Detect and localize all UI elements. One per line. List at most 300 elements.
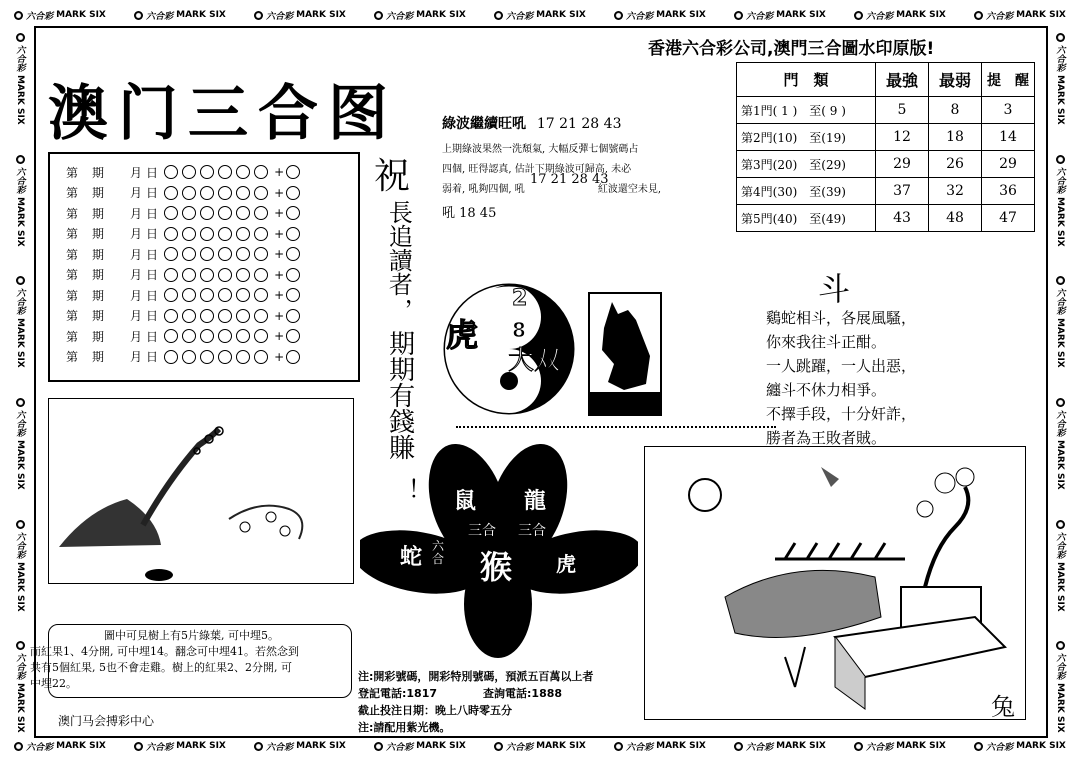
dotted-separator bbox=[456, 418, 776, 428]
draw-grid-month: 月 bbox=[130, 165, 143, 180]
border-brand-cn: 六合彩 bbox=[14, 166, 25, 194]
blessing-big-char: 祝 bbox=[374, 156, 411, 197]
ball-slot bbox=[218, 186, 232, 200]
green-wave-title: 綠波繼續旺吼 bbox=[442, 116, 526, 132]
border-brand-unit bbox=[14, 398, 27, 490]
ball-slot bbox=[182, 247, 196, 261]
flower-logo-icon bbox=[1056, 398, 1065, 407]
draw-grid-row bbox=[66, 183, 358, 204]
draw-grid-period: 期 bbox=[92, 227, 105, 242]
border-brand-unit bbox=[854, 740, 946, 753]
ball-slot bbox=[254, 350, 268, 364]
flower-logo-icon bbox=[494, 742, 503, 751]
doors-cell-door: 第1門( 1 ) 至( 9 ) bbox=[737, 97, 876, 124]
border-brand-unit bbox=[254, 9, 346, 22]
petal-dragon: 龍 bbox=[524, 489, 547, 514]
ball-slot bbox=[182, 165, 196, 179]
ball-slot bbox=[254, 186, 268, 200]
poem-line: 你來我往斗正酣。 bbox=[766, 333, 887, 351]
blessing bbox=[374, 148, 414, 199]
border-brand-cn: 六合彩 bbox=[14, 409, 25, 437]
border-brand-unit bbox=[14, 276, 27, 368]
doors-cell-weak: 26 bbox=[929, 151, 982, 178]
border-brand-cn: 六合彩 bbox=[14, 531, 25, 559]
border-brand-en: MARK SIX bbox=[656, 741, 706, 751]
border-brand-en: MARK SIX bbox=[296, 10, 346, 20]
border-brand-cn: 六合彩 bbox=[506, 742, 534, 753]
draw-grid-month: 月 bbox=[130, 227, 143, 242]
flower-logo-icon bbox=[734, 742, 743, 751]
flower-logo-icon bbox=[974, 742, 983, 751]
flower-logo-icon bbox=[16, 155, 25, 164]
flower-logo-icon bbox=[974, 11, 983, 20]
border-brand-cn: 六合彩 bbox=[986, 11, 1014, 22]
border-brand-en: MARK SIX bbox=[56, 741, 106, 751]
special-ball-slot bbox=[286, 227, 300, 241]
doors-row bbox=[737, 178, 1035, 205]
tree-painting bbox=[48, 398, 354, 584]
doors-cell-weak: 18 bbox=[929, 124, 982, 151]
ball-slot bbox=[254, 206, 268, 220]
ball-slot bbox=[164, 288, 178, 302]
ball-slot bbox=[182, 268, 196, 282]
draw-grid-qi: 第 bbox=[66, 186, 79, 201]
flower-logo-icon bbox=[374, 11, 383, 20]
border-brand-cn: 六合彩 bbox=[386, 11, 414, 22]
draw-grid-period: 期 bbox=[92, 247, 105, 262]
doors-cell-weak: 8 bbox=[929, 97, 982, 124]
blessing-line2: 期期有錢賺 bbox=[384, 330, 415, 460]
green-wave-tail: 紅波還空未見, bbox=[597, 184, 662, 195]
yinyang-bigsmall: 大双 bbox=[508, 346, 561, 376]
border-brand-en: MARK SIX bbox=[416, 10, 466, 20]
ball-slot bbox=[200, 186, 214, 200]
border-brand-cn: 六合彩 bbox=[626, 742, 654, 753]
draw-grid-period: 期 bbox=[92, 288, 105, 303]
flower-logo-icon bbox=[16, 641, 25, 650]
doors-cell-door: 第4門(30) 至(39) bbox=[737, 178, 876, 205]
flower-logo-icon bbox=[134, 11, 143, 20]
special-plus: + bbox=[274, 206, 285, 221]
special-ball-slot bbox=[286, 268, 300, 282]
border-brand-unit bbox=[1054, 155, 1067, 247]
ball-slot bbox=[236, 186, 250, 200]
doors-row bbox=[737, 205, 1035, 232]
border-brand-en: MARK SIX bbox=[896, 10, 946, 20]
draw-grid-period: 期 bbox=[92, 268, 105, 283]
border-brand-en: MARK SIX bbox=[656, 10, 706, 20]
border-brand-cn: 六合彩 bbox=[146, 11, 174, 22]
yinyang-animal: 虎 bbox=[446, 316, 479, 354]
notes-register: 登記電話:1817 bbox=[358, 687, 438, 700]
yinyang-num-top: 2 bbox=[512, 286, 528, 311]
flower-logo-icon bbox=[854, 11, 863, 20]
draw-grid-period: 期 bbox=[92, 186, 105, 201]
border-brand-unit bbox=[134, 740, 226, 753]
special-ball-slot bbox=[286, 309, 300, 323]
border-brand-cn: 六合彩 bbox=[1054, 288, 1065, 316]
doors-cell-weak: 48 bbox=[929, 205, 982, 232]
flower-logo-icon bbox=[374, 742, 383, 751]
border-brand-cn: 六合彩 bbox=[266, 742, 294, 753]
ball-slot bbox=[254, 165, 268, 179]
flower-logo-icon bbox=[1056, 641, 1065, 650]
special-plus: + bbox=[274, 165, 285, 180]
border-brand-cn: 六合彩 bbox=[14, 288, 25, 316]
doors-cell-strong: 12 bbox=[876, 124, 929, 151]
border-brand-en: MARK SIX bbox=[1055, 561, 1065, 612]
border-brand-unit bbox=[494, 740, 586, 753]
doors-row bbox=[737, 97, 1035, 124]
ball-slot bbox=[218, 329, 232, 343]
special-plus: + bbox=[274, 308, 285, 323]
border-brand-en: MARK SIX bbox=[536, 741, 586, 751]
ball-slot bbox=[200, 268, 214, 282]
riddle-line1: 圖中可見樹上有5片綠葉, 可中埋5。 bbox=[104, 629, 279, 642]
border-brand-unit bbox=[14, 520, 27, 612]
ball-slot bbox=[164, 268, 178, 282]
flower-logo-icon bbox=[16, 520, 25, 529]
tag-liuhe: 六合 bbox=[432, 539, 445, 566]
flower-logo-icon bbox=[854, 742, 863, 751]
ball-slot bbox=[182, 186, 196, 200]
blessing-comma: ， bbox=[384, 298, 413, 322]
notes-line4: 注:請配用紫光機。 bbox=[358, 721, 451, 734]
ball-slot bbox=[182, 329, 196, 343]
special-ball-slot bbox=[286, 186, 300, 200]
flower-logo-icon bbox=[254, 11, 263, 20]
border-brand-en: MARK SIX bbox=[1016, 741, 1066, 751]
border-brand-unit bbox=[374, 740, 466, 753]
ball-slot bbox=[254, 268, 268, 282]
ball-slot bbox=[182, 227, 196, 241]
draw-grid-month: 月 bbox=[130, 309, 143, 324]
border-brand-en: MARK SIX bbox=[1055, 196, 1065, 247]
special-ball-slot bbox=[286, 247, 300, 261]
border-brand-en: MARK SIX bbox=[776, 741, 826, 751]
blessing-line1: 長追讀者 bbox=[384, 200, 413, 296]
draw-grid bbox=[48, 152, 360, 382]
green-wave-text2: 四個, 旺得認真, 估計下期綠波可歸高, 未必 bbox=[442, 164, 632, 175]
draw-grid-qi: 第 bbox=[66, 247, 79, 262]
special-plus: + bbox=[274, 267, 285, 282]
ball-slot bbox=[182, 288, 196, 302]
doors-cell-strong: 37 bbox=[876, 178, 929, 205]
doors-cell-strong: 43 bbox=[876, 205, 929, 232]
draw-grid-day: 日 bbox=[146, 206, 159, 221]
doors-cell-weak: 32 bbox=[929, 178, 982, 205]
ball-slot bbox=[164, 329, 178, 343]
ball-slot bbox=[200, 329, 214, 343]
border-brand-unit bbox=[1054, 398, 1067, 490]
poem-title: 斗 bbox=[818, 270, 851, 308]
poem-body bbox=[766, 306, 916, 450]
riddle-text bbox=[30, 628, 350, 692]
border-brand-unit bbox=[1054, 520, 1067, 612]
horse-head-icon bbox=[590, 294, 660, 414]
border-brand-cn: 六合彩 bbox=[506, 11, 534, 22]
ball-slot bbox=[200, 165, 214, 179]
flower-logo-icon bbox=[734, 11, 743, 20]
ball-slot bbox=[254, 288, 268, 302]
border-brand-en: MARK SIX bbox=[15, 683, 25, 733]
green-wave-text3: 弱着, 吼夠四個, 吼 bbox=[442, 184, 525, 195]
draw-grid-period: 期 bbox=[92, 329, 105, 344]
ball-slot bbox=[236, 350, 250, 364]
notes-line1: 注:開彩號碼，開彩特別號碼，預派五百萬以上者 bbox=[358, 670, 594, 683]
border-brand-en: MARK SIX bbox=[15, 196, 25, 247]
garden-painting bbox=[644, 446, 1026, 720]
border-brand-cn: 六合彩 bbox=[146, 742, 174, 753]
ball-slot bbox=[164, 309, 178, 323]
draw-grid-period: 期 bbox=[92, 309, 105, 324]
special-plus: + bbox=[274, 288, 285, 303]
flower-logo-icon bbox=[1056, 33, 1065, 42]
riddle-line4: 中埋22。 bbox=[30, 677, 77, 690]
special-plus: + bbox=[274, 349, 285, 364]
rabbit-label: 兔 bbox=[991, 693, 1015, 720]
border-brand-cn: 六合彩 bbox=[1054, 166, 1065, 194]
doors-cell-door: 第3門(20) 至(29) bbox=[737, 151, 876, 178]
green-wave-text1: 上期綠波果然一洗頹氣, 大幅反彈七個號碼占 bbox=[442, 144, 639, 155]
border-brand-unit bbox=[614, 740, 706, 753]
special-ball-slot bbox=[286, 350, 300, 364]
green-wave-numbers2: 17 21 28 43 bbox=[530, 172, 609, 187]
draw-grid-row bbox=[66, 224, 358, 245]
special-ball-slot bbox=[286, 288, 300, 302]
ball-slot bbox=[182, 206, 196, 220]
doors-header-tip: 提 醒 bbox=[982, 63, 1035, 97]
poem-line: 勝者為王敗者賊。 bbox=[766, 429, 887, 447]
draw-grid-month: 月 bbox=[130, 186, 143, 201]
ball-slot bbox=[164, 247, 178, 261]
special-ball-slot bbox=[286, 329, 300, 343]
border-brand-en: MARK SIX bbox=[1055, 74, 1065, 125]
special-ball-slot bbox=[286, 206, 300, 220]
draw-grid-row bbox=[66, 203, 358, 224]
doors-cell-strong: 29 bbox=[876, 151, 929, 178]
border-brand-en: MARK SIX bbox=[15, 74, 25, 125]
draw-grid-period: 期 bbox=[92, 350, 105, 365]
draw-grid-qi: 第 bbox=[66, 165, 79, 180]
poem-line: 一人跳躍，一人出惡， bbox=[766, 357, 917, 375]
poem-line: 不擇手段，十分奸詐， bbox=[766, 405, 917, 423]
border-brand-cn: 六合彩 bbox=[1054, 653, 1065, 681]
petal-tiger: 虎 bbox=[556, 552, 576, 576]
ball-slot bbox=[236, 309, 250, 323]
ball-slot bbox=[182, 350, 196, 364]
tag-sanhe-right: 三合 bbox=[518, 523, 546, 539]
border-brand-unit bbox=[494, 9, 586, 22]
ball-slot bbox=[254, 309, 268, 323]
border-brand-cn: 六合彩 bbox=[14, 653, 25, 681]
ball-slot bbox=[200, 206, 214, 220]
ball-slot bbox=[200, 309, 214, 323]
draw-grid-period: 期 bbox=[92, 206, 105, 221]
border-brand-en: MARK SIX bbox=[15, 318, 25, 368]
border-brand-cn: 六合彩 bbox=[626, 11, 654, 22]
ball-slot bbox=[236, 247, 250, 261]
ball-slot bbox=[218, 227, 232, 241]
border-brand-en: MARK SIX bbox=[56, 10, 106, 20]
flower-logo-icon bbox=[16, 276, 25, 285]
tag-sanhe-left: 三合 bbox=[468, 523, 496, 539]
ball-slot bbox=[236, 288, 250, 302]
special-plus: + bbox=[274, 226, 285, 241]
doors-row bbox=[737, 151, 1035, 178]
border-brand-cn: 六合彩 bbox=[1054, 531, 1065, 559]
draw-grid-row bbox=[66, 244, 358, 265]
flower-logo-icon bbox=[494, 11, 503, 20]
doors-cell-tip: 47 bbox=[982, 205, 1035, 232]
riddle-line2: 而紅果1、4分開, 可中埋14。翻念可中埋41。若然念到 bbox=[30, 645, 299, 658]
flower-center-monkey: 猴 bbox=[480, 548, 513, 586]
ball-slot bbox=[218, 288, 232, 302]
border-brand-en: MARK SIX bbox=[176, 10, 226, 20]
notes-enquiry: 查詢電話:1888 bbox=[483, 687, 563, 700]
draw-grid-month: 月 bbox=[130, 288, 143, 303]
border-brand-en: MARK SIX bbox=[176, 741, 226, 751]
border-brand-unit bbox=[1054, 641, 1067, 733]
border-brand-cn: 六合彩 bbox=[1054, 44, 1065, 72]
poem-line: 纏斗不休力相爭。 bbox=[766, 381, 887, 399]
ball-slot bbox=[236, 206, 250, 220]
draw-grid-day: 日 bbox=[146, 165, 159, 180]
border-brand-en: MARK SIX bbox=[15, 439, 25, 490]
horse-image bbox=[588, 292, 662, 416]
flower-logo-icon bbox=[16, 33, 25, 42]
border-brand-cn: 六合彩 bbox=[866, 11, 894, 22]
border-brand-en: MARK SIX bbox=[536, 10, 586, 20]
doors-cell-tip: 29 bbox=[982, 151, 1035, 178]
ball-slot bbox=[218, 309, 232, 323]
special-plus: + bbox=[274, 185, 285, 200]
border-brand-unit bbox=[614, 9, 706, 22]
ball-slot bbox=[218, 268, 232, 282]
draw-grid-month: 月 bbox=[130, 206, 143, 221]
green-wave-numbers: 17 21 28 43 bbox=[536, 116, 622, 132]
border-top bbox=[0, 6, 1080, 24]
draw-grid-row bbox=[66, 306, 358, 327]
ball-slot bbox=[200, 227, 214, 241]
header-tagline: 香港六合彩公司,澳門三合圖水印原版! bbox=[648, 39, 935, 59]
border-brand-en: MARK SIX bbox=[776, 10, 826, 20]
border-brand-unit bbox=[734, 740, 826, 753]
draw-grid-row bbox=[66, 285, 358, 306]
ball-slot bbox=[236, 329, 250, 343]
flower-logo-icon bbox=[254, 742, 263, 751]
notes-line3: 截止投注日期：晚上八時零五分 bbox=[358, 704, 512, 717]
draw-grid-day: 日 bbox=[146, 309, 159, 324]
notes-block bbox=[358, 668, 593, 736]
doors-header-weak: 最弱 bbox=[929, 63, 982, 97]
ball-slot bbox=[164, 186, 178, 200]
border-brand-cn: 六合彩 bbox=[26, 11, 54, 22]
ball-slot bbox=[254, 329, 268, 343]
border-brand-en: MARK SIX bbox=[296, 741, 346, 751]
border-brand-unit bbox=[854, 9, 946, 22]
border-brand-en: MARK SIX bbox=[896, 741, 946, 751]
special-plus: + bbox=[274, 329, 285, 344]
draw-grid-month: 月 bbox=[130, 247, 143, 262]
ball-slot bbox=[164, 206, 178, 220]
draw-grid-row bbox=[66, 162, 358, 183]
doors-cell-door: 第2門(10) 至(19) bbox=[737, 124, 876, 151]
riddle-footer: 澳门马会搏彩中心 bbox=[58, 714, 155, 728]
border-brand-en: MARK SIX bbox=[15, 561, 25, 612]
riddle-line3: 共有5個紅果, 5也不會走雞。樹上的紅果2、2分開, 可 bbox=[30, 661, 292, 674]
draw-grid-day: 日 bbox=[146, 247, 159, 262]
draw-grid-qi: 第 bbox=[66, 227, 79, 242]
border-brand-cn: 六合彩 bbox=[14, 44, 25, 72]
doors-row bbox=[737, 124, 1035, 151]
doors-cell-tip: 3 bbox=[982, 97, 1035, 124]
border-brand-en: MARK SIX bbox=[1055, 439, 1065, 490]
draw-grid-qi: 第 bbox=[66, 309, 79, 324]
draw-grid-qi: 第 bbox=[66, 268, 79, 283]
border-brand-cn: 六合彩 bbox=[866, 742, 894, 753]
ball-slot bbox=[218, 247, 232, 261]
petal-rat: 鼠 bbox=[454, 489, 477, 514]
doors-cell-strong: 5 bbox=[876, 97, 929, 124]
special-ball-slot bbox=[286, 165, 300, 179]
border-brand-unit bbox=[1054, 33, 1067, 125]
ball-slot bbox=[200, 288, 214, 302]
flower-logo-icon bbox=[1056, 276, 1065, 285]
border-brand-en: MARK SIX bbox=[416, 741, 466, 751]
flower-logo-icon bbox=[614, 742, 623, 751]
doors-header-class: 門 類 bbox=[737, 63, 876, 97]
flower-logo-icon bbox=[134, 742, 143, 751]
border-bottom bbox=[0, 737, 1080, 755]
border-brand-en: MARK SIX bbox=[1055, 683, 1065, 733]
border-left bbox=[10, 18, 30, 748]
border-brand-unit bbox=[134, 9, 226, 22]
draw-grid-row bbox=[66, 265, 358, 286]
flower-logo-icon bbox=[614, 11, 623, 20]
draw-grid-qi: 第 bbox=[66, 350, 79, 365]
ball-slot bbox=[164, 165, 178, 179]
ball-slot bbox=[236, 268, 250, 282]
border-brand-en: MARK SIX bbox=[1016, 10, 1066, 20]
flower-logo-icon bbox=[1056, 155, 1065, 164]
green-wave-block bbox=[442, 114, 732, 224]
flower-logo-icon bbox=[16, 398, 25, 407]
border-brand-cn: 六合彩 bbox=[266, 11, 294, 22]
ball-slot bbox=[164, 227, 178, 241]
border-brand-unit bbox=[1054, 276, 1067, 368]
ball-slot bbox=[182, 309, 196, 323]
border-right bbox=[1050, 18, 1070, 748]
ball-slot bbox=[236, 227, 250, 241]
draw-grid-day: 日 bbox=[146, 268, 159, 283]
ball-slot bbox=[218, 165, 232, 179]
ball-slot bbox=[218, 350, 232, 364]
draw-grid-qi: 第 bbox=[66, 206, 79, 221]
border-brand-unit bbox=[734, 9, 826, 22]
yinyang-num-mid: 8 bbox=[512, 318, 526, 342]
poem-line: 鷄蛇相斗，各展風騷， bbox=[766, 309, 917, 327]
blessing-exclaim: ！ bbox=[391, 478, 420, 502]
flower-diagram bbox=[360, 444, 638, 658]
border-brand-cn: 六合彩 bbox=[746, 742, 774, 753]
draw-grid-month: 月 bbox=[130, 268, 143, 283]
ball-slot bbox=[236, 165, 250, 179]
border-brand-unit bbox=[374, 9, 466, 22]
draw-grid-day: 日 bbox=[146, 329, 159, 344]
draw-grid-month: 月 bbox=[130, 329, 143, 344]
green-wave-foot: 吼 18 45 bbox=[442, 206, 497, 221]
